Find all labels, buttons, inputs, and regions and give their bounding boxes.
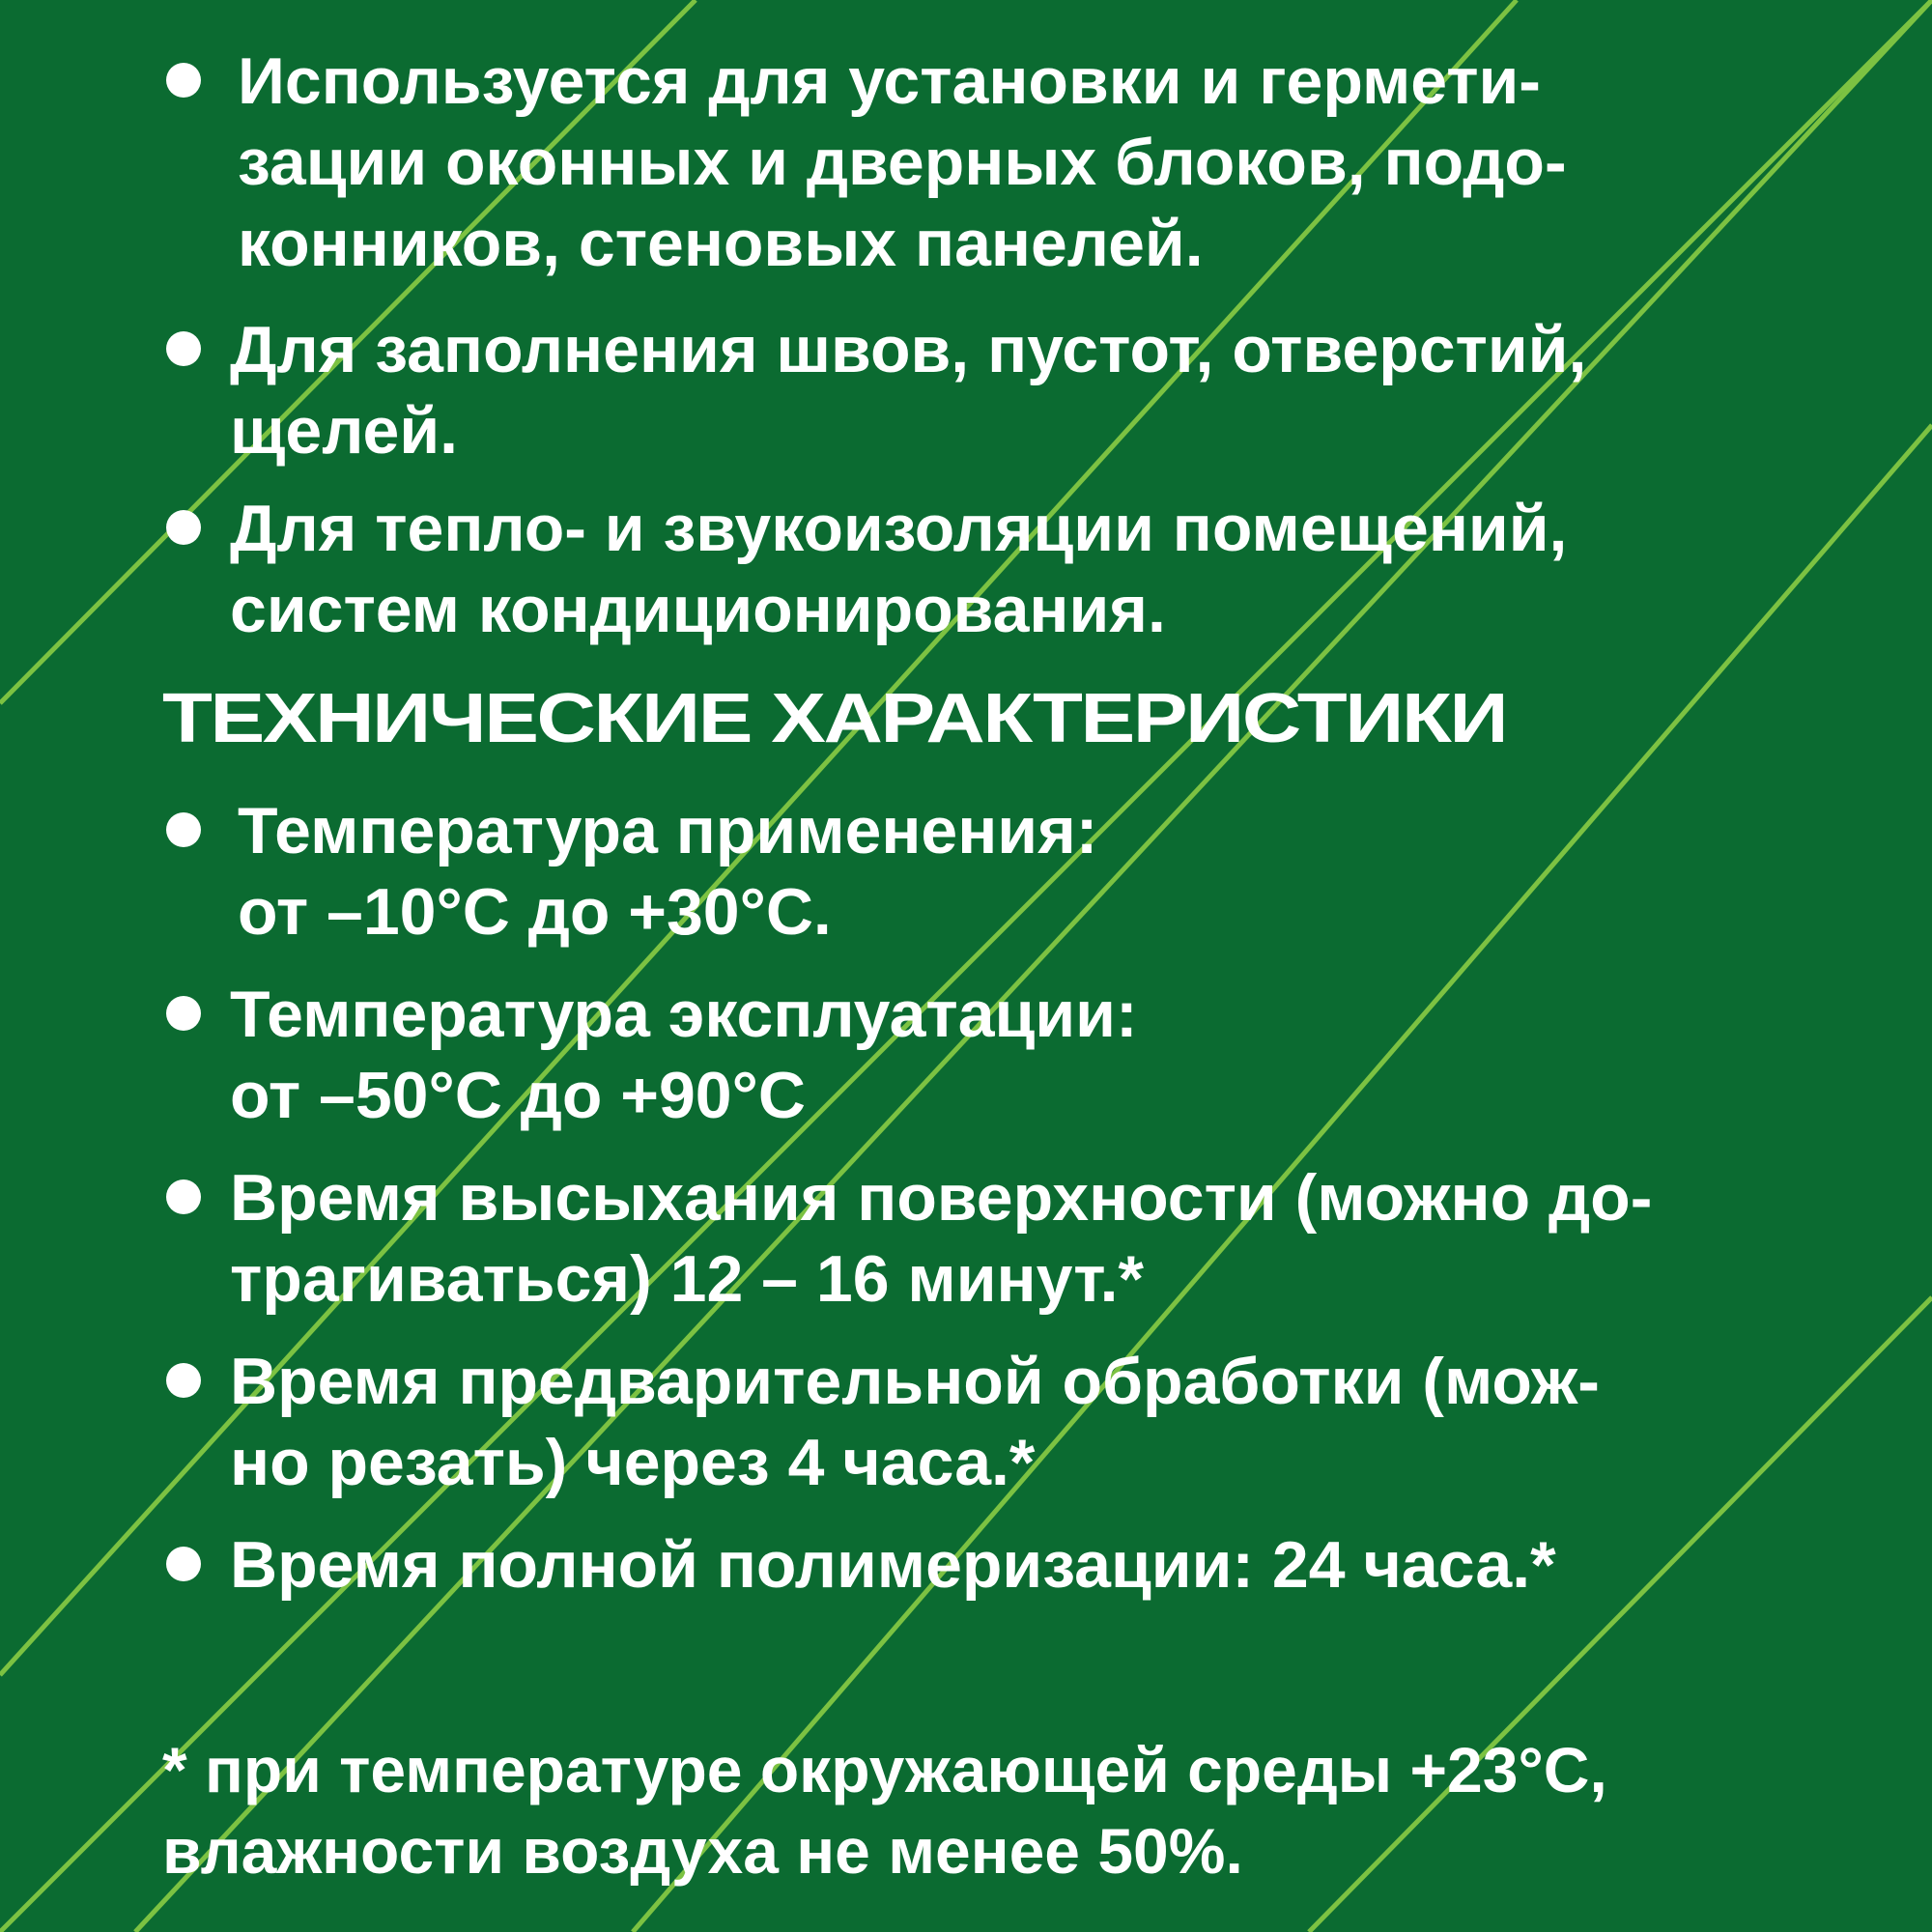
spec-item-text: Время полной полимеризации: 24 часа.* bbox=[230, 1528, 1556, 1602]
bullet-icon bbox=[166, 1547, 201, 1581]
usage-item-text: Для заполнения швов, пустот, отверстий, щелей. bbox=[230, 313, 1587, 468]
usage-item-text: Используется для установки и гермети- зации оконных и дверных блоков, подо- конников, стеновых панелей. bbox=[238, 44, 1567, 280]
spec-item-text: Время предварительной обработки (мож- но резать) через 4 часа.* bbox=[230, 1345, 1600, 1499]
spec-item-text: Время высыхания поверхности (можно до- трагиваться) 12 – 16 минут.* bbox=[230, 1161, 1653, 1316]
bullet-icon bbox=[166, 996, 201, 1031]
footnote: * при температуре окружающей среды +23°С, влажности воздуха не менее 50%. bbox=[162, 1734, 1607, 1887]
bullet-icon bbox=[166, 331, 201, 366]
bullet-icon bbox=[166, 63, 201, 98]
usage-item-text: Для тепло- и звукоизоляции помещений, систем кондиционирования. bbox=[230, 492, 1568, 646]
stripe-line bbox=[135, 0, 1932, 1932]
bullet-icon bbox=[166, 510, 201, 545]
bullet-icon bbox=[166, 812, 201, 847]
section-heading-specs: ТЕХНИЧЕСКИЕ ХАРАКТЕРИСТИКИ bbox=[162, 680, 1507, 757]
bullet-icon bbox=[166, 1363, 201, 1398]
spec-item-text: Температура эксплуатации: от –50°С до +90°С bbox=[230, 978, 1138, 1132]
bullet-icon bbox=[166, 1179, 201, 1214]
spec-item-text: Температура применения: от –10°С до +30°С. bbox=[238, 794, 1098, 949]
